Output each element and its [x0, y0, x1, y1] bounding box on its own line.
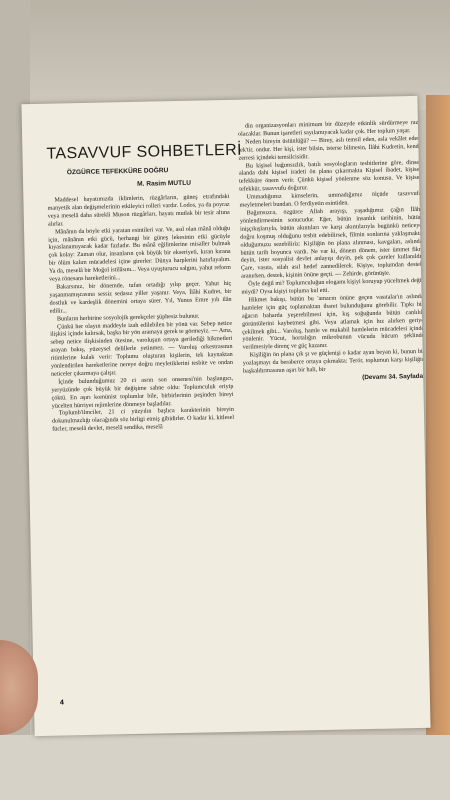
left-paragraph: Maddesel hayatımızda iklimlerin, rüzgârların, güneş etrafındaki manyetik alan değişmelerinin etkileyici rolleri vardır. Lodos, ya da poyraz veya meselâ daha sürekli Muson rüzgârları, hayatı mutlak bir tesir altına alırlar.: [47, 193, 230, 228]
left-paragraph: Mânânın da böyle etki yaratan esintileri var. Ve, asıl olan mânâ olduğu için, mânânın etki gücü, herhangi bir güneş lekesinin etki gücüyle kıyaslanamıyacak kadar fazladır. Bu mânâ eğilimlerine misaller bulmak çok kolay: Zaman olur, insanların çok büyük bir ekseriyeti, kıran kırana bir ölüm kalım mücadelesi içine girerler: Dünya harplerini hatırlayalım. Ya da, meselâ bir Moğol istilâsını... Veya uyuşturucu salgını, yahut reform veya rönesans hareketlerini...: [48, 225, 231, 283]
right-paragraph: Ummadığımız kimselerin, ummadığımız ölçüde tasavvufa meyletmeleri bundan. O ferdiyetin esintiden.: [239, 191, 422, 209]
left-paragraph: Çünkü her olayın maddeyle izah edilebilen bir yönü var. Sebep netice ilişkisi içinde kalırsak, başka bir yön aramaya gerek te görmeyiz. — Ama, sebep netice ilişkisinden ötesine, varoluşun ortaya gerilediği hikmetleri arayan bakış, yüzeysel delillerle yetinmez. — Varoluş orkestrasının ritimlerine kulak verir: Toplumu oluşturan kişilerin, tek kaynaktan yönlendirilen hareketlerine nereye doğru meyletiklerini tesbite ve ondan neticeler çıkarmaya çalışır.: [50, 320, 233, 378]
right-paragraph: Bu kişisel bağımsızlık, batılı sosyologların tesbitlerine göre, dinsel alanda dahi kişisel iradeti ön plana çıkarmakta Kişisel ibadet, kişisel tefekküre önem verir. Çünkü kişisel yönlenme söz konusu. Ve kişisel tefekkür, tasavvufu doğurur.: [238, 159, 422, 193]
article-author: M. Rasim MUTLU: [137, 179, 192, 188]
right-paragraph: Neden bireyin üstünlüğü? — Birey, aslı temsil eden, asla vekâlet eden tek'tir, ondur. Her kişi, ister bilsin, isterse bilmesin, İlâhi Kudretin, kendi zerresi içindeki temsilcisidir.: [238, 135, 421, 162]
right-paragraph: Hikmet bakışı, bütün bu 'amacın önüne geçen vasıtalar'ın aslında hamleler için güç toplamaktan ibaret bulunduğunu görebilir. Tıpkı bir ağacın baharda yeşerebilmesi için, kış soğuğunda bütün canlılık görüntülerini kaybetmesi gibi. Veya atlamak için hız alırken geriye çekilmek gibi... Varoluş, hamle ve mukabil hamlelerin mücadelesi içinde yönlenir. Yücut, hortalığın mikrobunun vücuda hücum şeklinde verilmesiyle direnç ve güç kazanır.: [241, 293, 425, 352]
right-paragraph: Bağımsızca, özgürce Allah arayışı, yaşadığımız çağın İlâhî yönlendirmesinin sonucudur. Eğer, bütün insanlık tarihinin, bütün inişçıkışlarıyla, bütün akıntıları ve karşı akıntılarıyla bugünkü neticeye doğru koşmuş olduğunu tesbit edebilirsek, filmin sonlarına yaklaşmakta olduğumuzu sezebiliriz: Kişiliğin ön plana alınması, kavgaları, aslında bütün tarih boyunca vardı. Ne var ki, dönem dönem, ister ümmet fikri deyin, ister sosyalist devlet anlayışı deyin, pek çok çareler kullanıldı. Çare, vasıta, silah asıl hedef zannedilerek. Kişiye, toplumdan destek aranırken, destek, kişinin önüne geçti. — Zehirde, görünüşte.: [239, 206, 423, 280]
article-title: TASAVVUF SOHBETLERİ: [46, 141, 243, 163]
page-number: 4: [59, 699, 64, 707]
right-paragraph: din organizasyonları minimum bir düzeyde etkinlik sürdürmeye razı olacaklar. Bunun işaretleri sayılamıyacak kadar çok. Her toplum yaşar.: [238, 119, 420, 138]
continued-note: (Devamı 34. Sayfada): [362, 372, 426, 382]
right-paragraph: Kişiliğin ön plana çık şı ve güçlenişi o kadar ayan beyan ki, bunun bir yozlaşmayı da beraberce ortaya çıkmakta: Terör, toplumun karşı kişiliğin başkaldırmasının aşırı bir hali, bir: [242, 349, 425, 375]
background-top: [0, 0, 450, 110]
left-paragraph: Bunların herbirine sosyolojik gerekçeler şüphesiz bulunur.: [56, 313, 200, 323]
right-column: [238, 120, 425, 385]
magazine-cover-edge: [426, 95, 450, 735]
left-paragraph: Bakarsınız, bir dönemde, tufan ortadığı yılıp geçer. Yahut hiç yaşanmamışcasına sessiz sedasız yiller yaşanır. Veya, İlâhi Kudret, bir dostluk ve kardeşlik dönemini ortaya sürer. Yıl, Yunus Emre yılı ilân edilir...: [49, 280, 232, 315]
left-paragraph: İçinde bulunduğumuz 20 ci asrın son onsenesi'nin başlangıcı, yeryüzünde çok büyük bir değişime sahne oldu: Toplumculuk eriyip çöktü. En aşırı komünist toplumlar bile, birbirlerinin peşinden bireyi yücelten hürriyet rejimlerine dönmeye başladılar.: [51, 375, 234, 410]
background-bottom: [0, 735, 450, 800]
left-paragraph: Toplumb'ilmciler, 21 ci yüzyılın başlıca karakterinin bireyin dokunulmazlığı olacağında söz birligi etmiş gibidirler. O kadar ki, kitlesel fücler, meselâ devlet, meselâ sendika, meselâ: [52, 407, 235, 433]
magazine-page: [21, 96, 430, 736]
right-paragraph: Öyle değil mi? Toplumculuğun elogamı kişiyi koruyup yüceltmek değil miydi? Oysa kişiyi topluma kul etti.: [241, 277, 424, 296]
article-subtitle: ÖZGÜRCE TEFEKKÜRE DOĞRU: [66, 167, 169, 177]
left-column: [47, 194, 234, 435]
